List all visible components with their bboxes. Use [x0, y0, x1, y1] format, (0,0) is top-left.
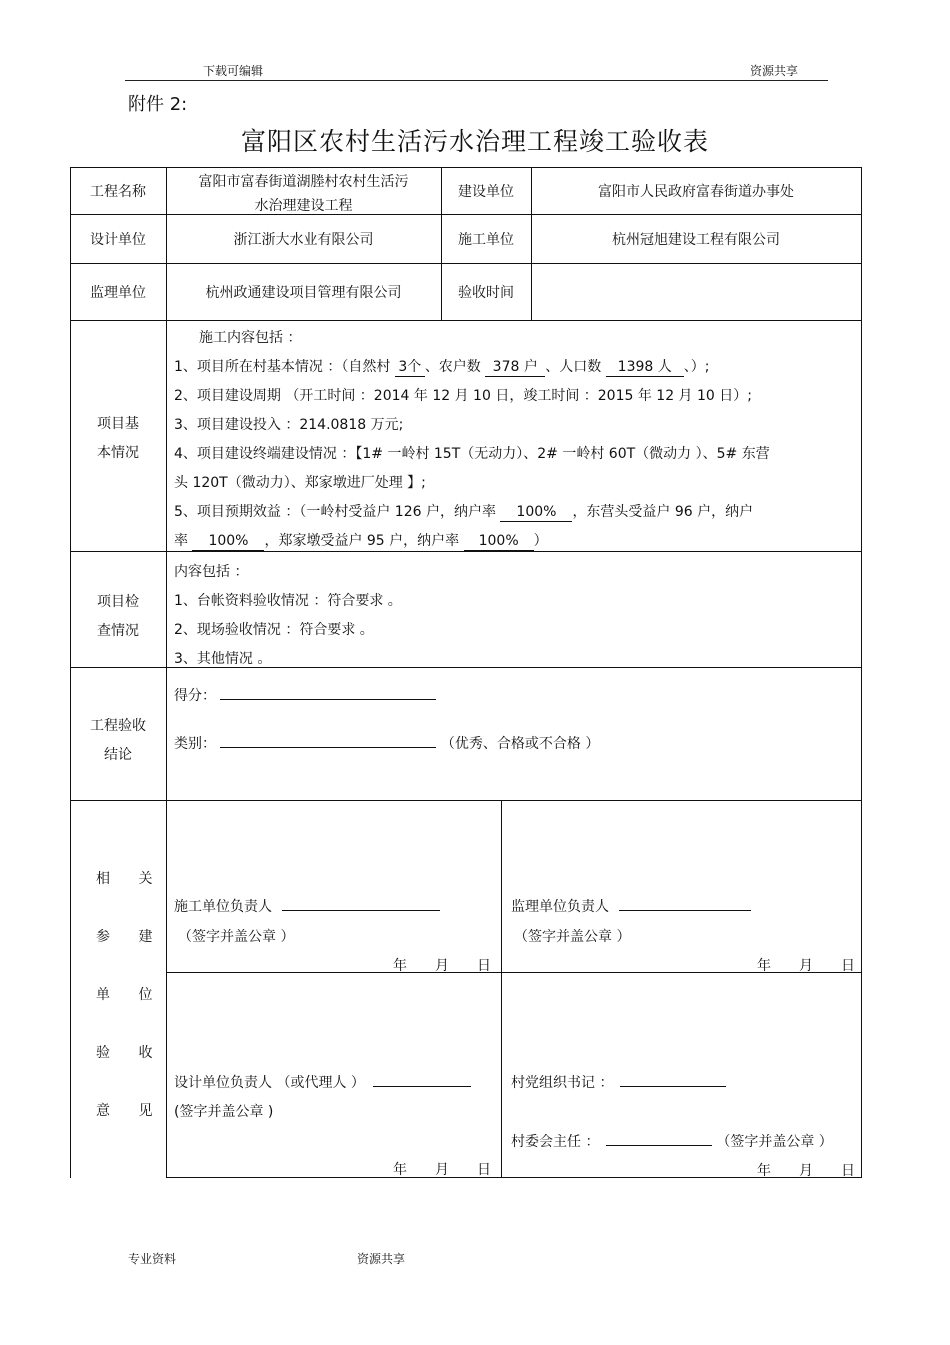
annex-label: 附件 2: — [128, 94, 188, 115]
construction-signature-input[interactable] — [282, 896, 440, 911]
opinions-label-5: 意 见 — [96, 1103, 165, 1119]
basic-item-1-text-c: 、人口数 — [545, 359, 602, 375]
basic-item-1 — [174, 356, 709, 377]
basic-intro: 施工内容包括 ： — [199, 330, 302, 346]
category-label: 类别： — [174, 736, 216, 752]
basic-item-4: 4、项目建设终端建设情况 ：【1# 一岭村 15T（无动力）、2# 一岭村 60T（微动力 ）、5# 东营 — [174, 446, 770, 462]
category-input[interactable] — [220, 733, 436, 748]
inspection-label — [70, 588, 166, 646]
party-secretary-label: 村党组织书记 ： — [511, 1075, 614, 1091]
header-left-text: 下载可编辑 — [203, 64, 264, 78]
builder-value: 富阳市人民政府富春街道办事处 — [598, 183, 794, 200]
basic-info-label-line-1: 项目基 — [97, 416, 139, 432]
supervisor-label: 监理单位 — [90, 284, 146, 301]
opinions-label-4: 验 收 — [96, 1045, 165, 1061]
basic-item-5-text-e: ） — [533, 533, 548, 549]
supervision-signature-row — [511, 896, 751, 916]
committee-seal-note: （签字并盖公章 ） — [716, 1134, 833, 1150]
opinions-label-1: 相 关 — [96, 871, 165, 887]
rate-zhengjiadun: 100% — [464, 533, 534, 551]
households-count: 378 户 — [485, 359, 545, 377]
party-secretary-input[interactable] — [620, 1072, 726, 1087]
basic-item-5-continued — [174, 530, 548, 551]
construction-head-label: 施工单位负责人 — [174, 899, 272, 915]
inspection-item-2: 2、现场验收情况 ：符合要求 。 — [174, 622, 374, 638]
basic-item-1-text-a: 1、项目所在村基本情况 ：（自然村 — [174, 359, 391, 375]
inspection-item-1: 1、台帐资料验收情况 ：符合要求 。 — [174, 593, 402, 609]
basic-item-1-text-b: 、农户数 — [424, 359, 481, 375]
supervision-head-label: 监理单位负责人 — [511, 899, 609, 915]
header-right-text: 资源共享 — [750, 64, 799, 78]
supervisor-value: 杭州政通建设项目管理有限公司 — [205, 284, 402, 301]
basic-item-5-text-d: ，郑家墩受益户 95 户，纳户率 — [264, 533, 460, 549]
project-name-line-1: 富阳市富春街道湖塍村农村生活污 — [198, 174, 409, 190]
construction-date: 年 月 日 — [393, 958, 491, 974]
conclusion-label — [70, 712, 166, 770]
rate-yiling: 100% — [500, 504, 572, 522]
supervision-signature-input[interactable] — [619, 896, 751, 911]
supervision-seal-note: （签字并盖公章 ） — [514, 929, 631, 945]
category-hint: （优秀、合格或不合格 ） — [440, 736, 600, 752]
conclusion-label-line-1: 工程验收 — [90, 718, 146, 734]
opinions-label-2: 参 建 — [96, 929, 165, 945]
footer-right-text: 资源共享 — [357, 1252, 406, 1266]
inspection-label-line-2: 查情况 — [97, 623, 139, 639]
design-signature-row — [174, 1072, 471, 1092]
inspection-item-3: 3、其他情况 。 — [174, 651, 272, 667]
basic-item-5-text-a: 5、项目预期效益 ：（一岭村受益户 126 户，纳户率 — [174, 504, 496, 520]
category-row — [174, 733, 599, 753]
basic-item-3: 3、项目建设投入 ：214.0818 万元; — [174, 417, 404, 433]
inspection-label-line-1: 项目检 — [97, 594, 139, 610]
construction-signature-row — [174, 896, 440, 916]
basic-item-4-continued: 头 120T（微动力）、郑家墩进厂处理 】; — [174, 475, 426, 491]
villages-count: 3个 — [395, 359, 425, 377]
opinions-label-3: 单 位 — [96, 987, 165, 1003]
rate-dongyingtou: 100% — [192, 533, 264, 551]
page-title: 富阳区农村生活污水治理工程竣工验收表 — [240, 127, 709, 156]
score-input[interactable] — [220, 685, 436, 700]
inspection-intro: 内容包括 ： — [174, 564, 249, 580]
designer-value: 浙江浙大水业有限公司 — [233, 231, 374, 248]
accept-time-value[interactable] — [531, 263, 861, 320]
committee-director-input[interactable] — [606, 1131, 712, 1146]
designer-label: 设计单位 — [90, 231, 146, 248]
design-head-label: 设计单位负责人 （或代理人 ） — [174, 1075, 365, 1091]
basic-info-label — [70, 410, 166, 468]
basic-item-5-text-c: 率 — [174, 533, 188, 549]
conclusion-label-line-2: 结论 — [104, 747, 132, 763]
design-seal-note: (签字并盖公章 ) — [174, 1104, 274, 1120]
basic-item-5 — [174, 501, 753, 522]
population-count: 1398 人 — [606, 359, 684, 377]
committee-director-row — [511, 1131, 833, 1151]
basic-info-label-line-2: 本情况 — [97, 445, 139, 461]
header-divider — [125, 80, 828, 81]
basic-item-5-text-b: ，东营头受益户 96 户，纳户 — [572, 504, 754, 520]
basic-item-1-text-d: 、）; — [683, 359, 710, 375]
design-date: 年 月 日 — [393, 1162, 491, 1178]
constructor-value: 杭州冠旭建设工程有限公司 — [612, 231, 780, 248]
constructor-label: 施工单位 — [458, 231, 514, 248]
design-signature-input[interactable] — [373, 1072, 471, 1087]
village-date: 年 月 日 — [757, 1163, 855, 1179]
basic-item-2: 2、项目建设周期 （开工时间 ：2014 年 12 月 10 日，竣工时间 ：2015 年 12 月 10 日）; — [174, 388, 752, 404]
supervision-date: 年 月 日 — [757, 958, 855, 974]
construction-seal-note: （签字并盖公章 ） — [178, 929, 295, 945]
accept-time-label: 验收时间 — [458, 284, 514, 301]
footer-left-text: 专业资料 — [128, 1252, 177, 1266]
party-secretary-row — [511, 1072, 726, 1092]
builder-label: 建设单位 — [458, 183, 514, 200]
project-name-line-2: 水治理建设工程 — [254, 198, 353, 214]
score-label: 得分： — [174, 688, 216, 704]
project-name-label: 工程名称 — [90, 183, 146, 200]
score-row — [174, 685, 436, 705]
project-name-value — [166, 170, 441, 218]
committee-director-label: 村委会主任 ： — [511, 1134, 600, 1150]
